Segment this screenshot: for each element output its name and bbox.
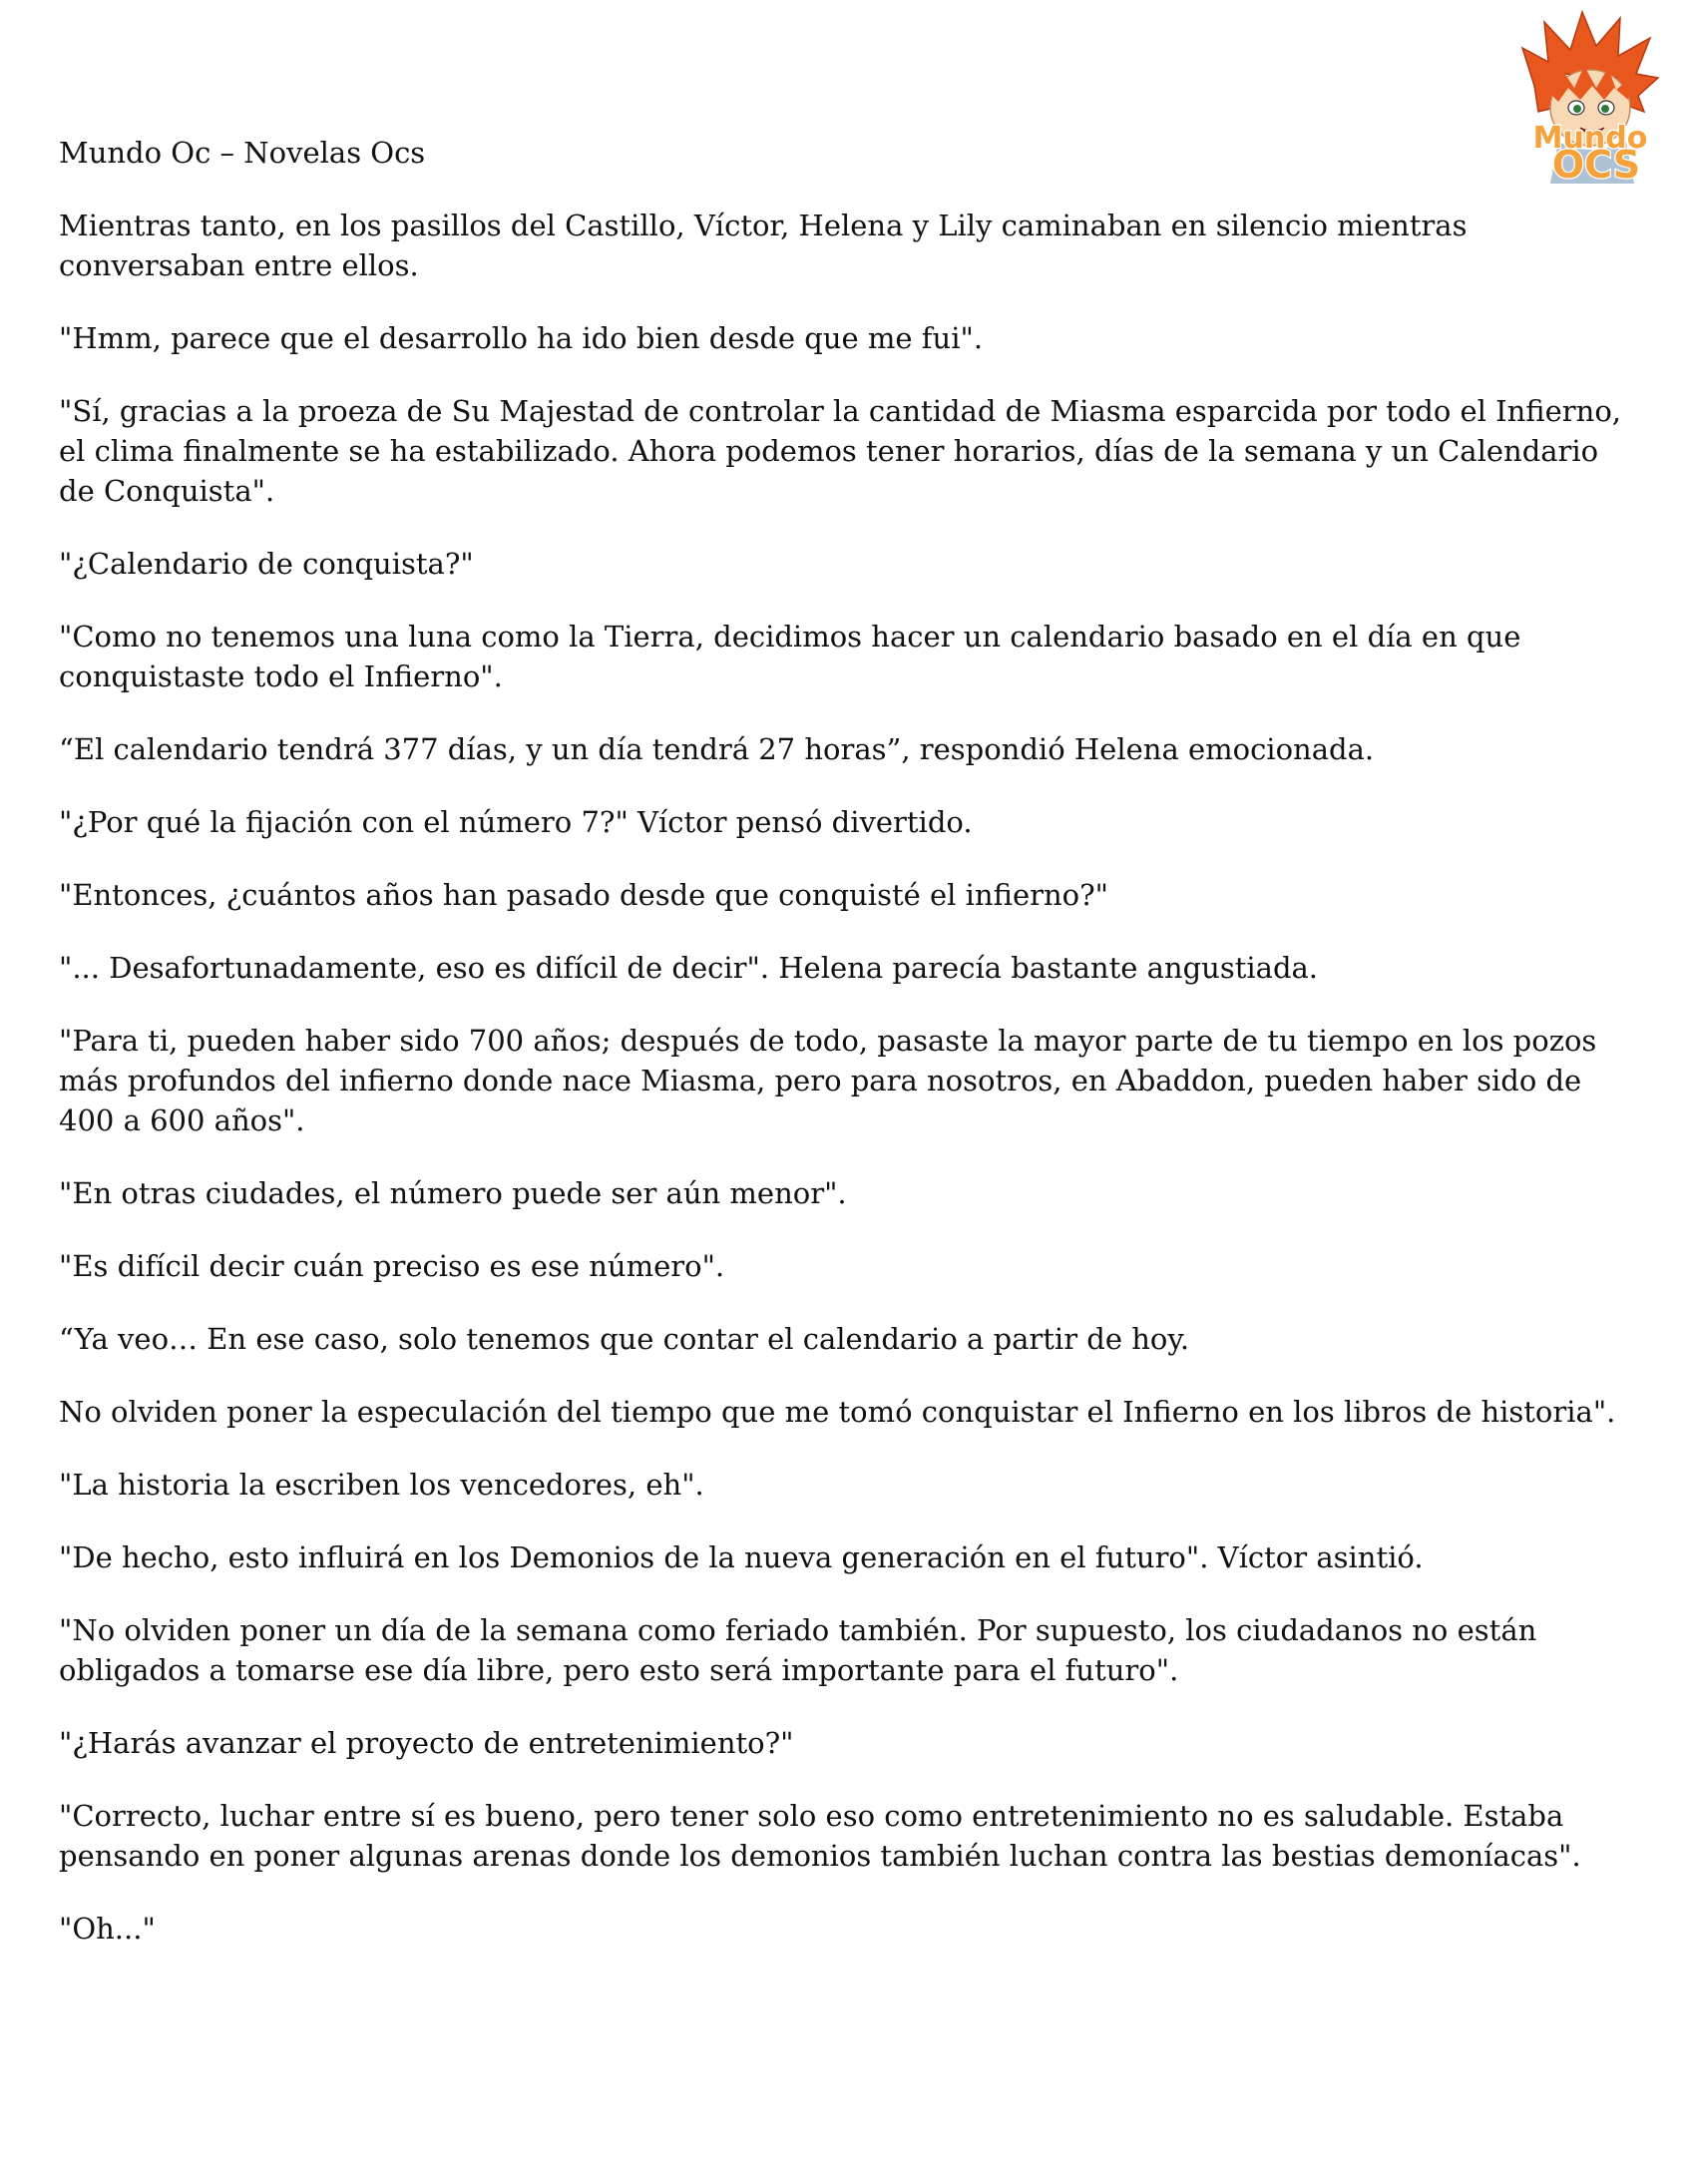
page-header: Mundo Oc – Novelas Ocs: [59, 136, 426, 170]
mundo-ocs-logo: [1504, 8, 1676, 184]
paragraph: "Para ti, pueden haber sido 700 años; después de todo, pasaste la mayor parte de tu tiempo en los pozos más profundos del infierno donde nace Miasma, pero para nosotros, en Abaddon, pueden haber sido de 400 a 600 años".: [59, 1024, 1597, 1137]
paragraph: “El calendario tendrá 377 días, y un día tendrá 27 horas”, respondió Helena emocionada.: [59, 732, 1375, 766]
paragraph: "Es difícil decir cuán preciso es ese número".: [59, 1249, 725, 1283]
paragraph: No olviden poner la especulación del tiempo que me tomó conquistar el Infierno en los libros de historia".: [59, 1395, 1616, 1429]
story-body: [59, 206, 1635, 1981]
paragraph: "En otras ciudades, el número puede ser aún menor".: [59, 1176, 847, 1210]
paragraph: "¿Por qué la fijación con el número 7?" Víctor pensó divertido.: [59, 805, 973, 839]
logo-word-top: Mundo: [1532, 121, 1648, 156]
paragraph: Mientras tanto, en los pasillos del Castillo, Víctor, Helena y Lily caminaban en silencio mientras conversaban entre ellos.: [59, 209, 1468, 282]
paragraph: "Entonces, ¿cuántos años han pasado desde que conquisté el infierno?": [59, 878, 1108, 912]
paragraph: “Ya veo… En ese caso, solo tenemos que contar el calendario a partir de hoy.: [59, 1322, 1190, 1356]
paragraph: "Hmm, parece que el desarrollo ha ido bien desde que me fui".: [59, 321, 984, 355]
paragraph: "De hecho, esto influirá en los Demonios de la nueva generación en el futuro". Víctor asintió.: [59, 1540, 1424, 1574]
paragraph: "Oh...": [59, 1912, 156, 1946]
paragraph: "Como no tenemos una luna como la Tierra, decidimos hacer un calendario basado en el día en que conquistaste todo el Infierno".: [59, 620, 1521, 693]
logo-word-bottom: OCS: [1551, 143, 1641, 184]
paragraph: "Sí, gracias a la proeza de Su Majestad de controlar la cantidad de Miasma esparcida por todo el Infierno, el clima finalmente se ha estabilizado. Ahora podemos tener horarios, días de la semana y un Calendario de Conquista".: [59, 394, 1622, 508]
paragraph: "La historia la escriben los vencedores, eh".: [59, 1468, 704, 1502]
paragraph: "Correcto, luchar entre sí es bueno, pero tener solo eso como entretenimiento no es saludable. Estaba pensando en poner algunas arenas donde los demonios también luchan contra las bestias demoníacas".: [59, 1799, 1581, 1873]
paragraph: "... Desafortunadamente, eso es difícil de decir". Helena parecía bastante angustiada.: [59, 951, 1319, 985]
paragraph: "No olviden poner un día de la semana como feriado también. Por supuesto, los ciudadanos no están obligados a tomarse ese día libre, pero esto será importante para el futuro".: [59, 1613, 1537, 1687]
paragraph: "¿Calendario de conquista?": [59, 547, 474, 581]
paragraph: "¿Harás avanzar el proyecto de entretenimiento?": [59, 1726, 794, 1760]
